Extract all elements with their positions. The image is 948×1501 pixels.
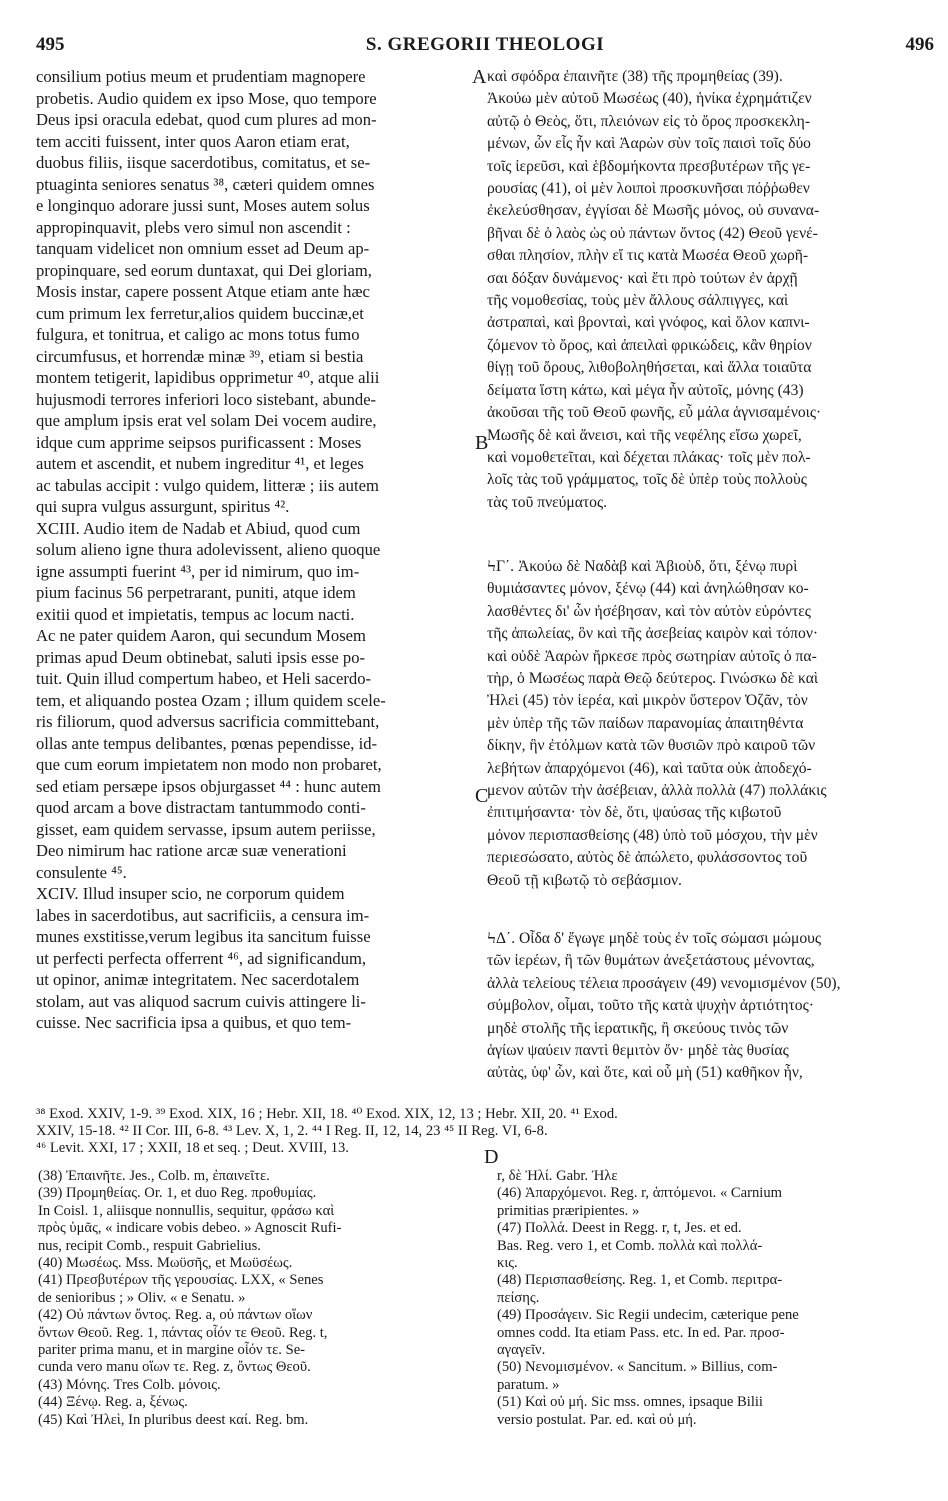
- latin-text-line: tanquam videlicet non omnium esset ad Deum ap-: [36, 239, 370, 258]
- greek-text-line: ϞΔ΄. Οἶδα δ' ἔγωγε μηδὲ τοὺς ἐν τοῖς σώμασι μώμους: [487, 930, 822, 947]
- critical-note-line: ὄντων Θεοῦ. Reg. 1, πάντας οἷόν τε Θεοῦ. Reg. t,: [38, 1324, 328, 1341]
- critical-note-line: (50) Νενομισμένον. « Sancitum. » Billius, com-: [497, 1359, 778, 1376]
- latin-text-line: duobus filiis, iisque sacerdotibus, comitatus, et se-: [36, 153, 371, 172]
- running-header: [36, 34, 934, 56]
- critical-note-line: (45) Καὶ Ἠλεὶ, In pluribus deest καί. Reg. bm.: [38, 1411, 309, 1428]
- greek-text-line: τὴρ, ὁ Μωσέως παρὰ Θεῷ δεύτερος. Γινώσκω δὲ καὶ: [487, 670, 819, 688]
- greek-column-section-3: [487, 928, 945, 1085]
- greek-text-line: τῶν ἱερέων, ἢ τῶν θυμάτων ἀνεξετάστους μένοντας,: [487, 952, 815, 970]
- greek-text-line: μένων, ὧν εἷς ἦν καὶ Ἀαρὼν σὺν τοῖς παισὶ τοῖς δύο: [487, 135, 811, 153]
- latin-text-line: munes exstitisse,verum legibus ita sancitum fuisse: [36, 927, 371, 946]
- critical-note-line: κις.: [497, 1255, 518, 1272]
- greek-text-line: σύμβολον, οἶμαι, τοῦτο τῆς κατὰ ψυχὴν ἀρτιότητος·: [487, 997, 814, 1015]
- greek-text-line: σαι δόξαν δυνάμενος· καὶ ἔτι πρὸ τούτων ἐν ἀρχῇ: [487, 269, 798, 287]
- latin-text-line: circumfusus, et horrendæ minæ ³⁹, etiam si bestia: [36, 346, 364, 366]
- latin-text-line: gisset, eam quidem servasse, ipsum autem periisse,: [36, 819, 376, 839]
- greek-text-line: θίγῃ τοῦ ὄρους, λιθοβοληθήσεται, καὶ ἄλλα τοιαῦτα: [487, 359, 812, 377]
- latin-text-line: cum primum lex ferretur,alios quidem buccinæ,et: [36, 303, 364, 323]
- running-title: S. GREGORII THEOLOGI: [365, 34, 605, 55]
- greek-text-line: μὲν ὑπὲρ τῆς τῶν παίδων παρανομίας ἀπαιτηθέντα: [487, 714, 804, 732]
- greek-text-line: τὰς τοῦ πνεύματος.: [487, 493, 608, 511]
- latin-text-line: ptuaginta seniores senatus ³⁸, cæteri quidem omnes: [36, 174, 375, 194]
- greek-text-line: αὐτῷ ὁ Θεὸς, ὅτι, πλειόνων εἰς τὸ ὄρος προσκεκλη-: [487, 112, 811, 130]
- latin-text-line: probetis. Audio quidem ex ipso Mose, quo tempore: [36, 88, 377, 108]
- critical-note-line: (41) Πρεσβυτέρων τῆς γερουσίας. LXX, « Senes: [38, 1272, 324, 1289]
- critical-note-line: In Coisl. 1, aliisque nonnullis, sequitur, φράσω καὶ: [38, 1202, 335, 1219]
- critical-note-line: (48) Περισπασθείσης. Reg. 1, et Comb. περιτρα-: [497, 1272, 783, 1289]
- latin-text-line: exitii quod et impietatis, tempus ac locum nacti.: [36, 604, 355, 624]
- critical-note-line: omnes codd. Ita etiam Pass. etc. In ed. Par. προσ-: [497, 1324, 785, 1341]
- latin-text-line: hujusmodi terrores inferiori loco sistebant, abunde-: [36, 389, 377, 409]
- greek-text-line: μόνον περισπασθείσης (48) ὑπὸ τοῦ μόσχου, τὴν μὲν: [487, 826, 818, 844]
- critical-note-line: cunda vero manu οἵων τε. Reg. z, ὄντως Θεοῦ.: [38, 1359, 311, 1376]
- latin-text-line: Ac ne pater quidem Aaron, qui secundum Mosem: [36, 626, 366, 645]
- critical-note-line: (40) Μωσέως. Mss. Μωϋσῆς, et Μωϋσέως.: [38, 1255, 293, 1272]
- margin-letter-a: A: [472, 66, 487, 88]
- latin-text-line: quod arcam a bove distractam tantummodo conti-: [36, 798, 366, 817]
- critical-note-line: (39) Προμηθείας. Or. 1, et duo Reg. προθυμίας.: [38, 1185, 317, 1202]
- greek-text-line: ἁγίων ψαύειν παντὶ θεμιτὸν ὄν· μηδὲ τὰς θυσίας: [487, 1042, 789, 1060]
- greek-text-line: ἀλλὰ τελείους τέλεια προσάγειν (49) νενομισμένον (50),: [487, 974, 841, 992]
- greek-text-line: λασθέντες δι' ὧν ἠσέβησαν, καὶ τὸν αὐτὸν εὑρόντες: [487, 602, 811, 620]
- latin-text-line: ris filiorum, quod adversus sacrificia committebant,: [36, 712, 380, 731]
- scripture-reference-line: ⁴⁶ Levit. XXI, 17 ; XXII, 18 et seq. ; Deut. XVIII, 13.: [36, 1139, 349, 1156]
- greek-text-line: μηδὲ στολῆς τῆς ἱερατικῆς, ἢ σκεύους τινὸς τῶν: [487, 1019, 789, 1037]
- latin-text-line: solum alieno igne thura adolevissent, alieno quoque: [36, 540, 381, 559]
- margin-letter-b: B: [475, 432, 489, 454]
- greek-text-line: ἐκελεύσθησαν, ἐγγίσαι δὲ Μωσῆς μόνος, οὐ συνανα-: [487, 202, 820, 220]
- greek-text-line: θυμιάσαντες μόνον, ξένῳ (44) καὶ ἀνηλώθησαν κο-: [487, 580, 809, 598]
- latin-text-line: montem tetigerit, lapidibus opprimetur ⁴⁰, atque alii: [36, 368, 380, 387]
- latin-text-line: ollas ante tempus delibantes, pœnas pependisse, id-: [36, 733, 378, 753]
- latin-text-line: sed etiam persæpe ipsos objurgasset ⁴⁴ : hunc autem: [36, 776, 381, 796]
- greek-text-line: καὶ σφόδρα ἐπαινῆτε (38) τῆς προμηθείας (39).: [487, 68, 783, 85]
- greek-text-line: τῆς νομοθεσίας, τοὺς μὲν ἄλλους σάλπιγγες, καὶ: [487, 292, 789, 310]
- margin-letter-d: D: [484, 1146, 499, 1168]
- latin-text-line: qui supra vulgus assurgunt, spiritus ⁴².: [36, 497, 290, 516]
- greek-text-line: Ἀκούω μὲν αὐτοῦ Μωσέως (40), ἡνίκα ἐχρημάτιζεν: [487, 90, 812, 108]
- latin-text-line: consilium potius meum et prudentiam magnopere: [36, 67, 366, 86]
- greek-text-line: τοῖς ἱερεῦσι, καὶ ἑβδομήκοντα πρεσβυτέρων τῆς γε-: [487, 157, 811, 175]
- greek-text-line: ἀκοῦσαι τῆς τοῦ Θεοῦ φωνῆς, εὖ μάλα ἁγνισαμένοις·: [487, 404, 822, 422]
- latin-text-line: cuisse. Nec sacrificia ipsa a quibus, et quo tem-: [36, 1013, 352, 1032]
- critical-note-line: paratum. »: [497, 1376, 560, 1393]
- critical-notes-right: [497, 1168, 945, 1429]
- page-number-right: 496: [905, 34, 934, 55]
- latin-text-line: ut opinor, animæ integritatem. Nec sacerdotalem: [36, 970, 360, 989]
- latin-text-line: tem, et aliquando postea Ozam ; illum quidem scele-: [36, 690, 386, 710]
- greek-text-line: σθαι πλησίον, πλὴν εἴ τις κατὰ Μωσέα Θεοῦ χωρῆ-: [487, 247, 809, 265]
- latin-text-line: pium facinus 56 perpetrarant, puniti, atque idem: [36, 583, 356, 602]
- margin-letter-c: C: [475, 785, 489, 807]
- greek-text-line: περιεσώσατο, αὐτὸς δὲ ἀπώλετο, φυλάσσοντος τοῦ: [487, 849, 808, 867]
- greek-text-line: Θεοῦ τῇ κιβωτῷ τὸ σεβάσμιον.: [487, 871, 682, 889]
- greek-text-line: καὶ νομοθετεῖται, καὶ δέχεται πλάκας· τοῖς μὲν πολ-: [487, 448, 811, 466]
- greek-column-section-2: [487, 556, 945, 892]
- greek-text-line: τῆς ἀπωλείας, ὃν καὶ τῆς ἀσεβείας καιρὸν καὶ τόπον·: [487, 625, 819, 643]
- greek-text-line: ϞΓ΄. Ἀκούω δὲ Ναδὰβ καὶ Ἀβιοὺδ, ὅτι, ξένῳ πυρὶ: [487, 558, 798, 575]
- greek-text-line: αὐτὰς, ὑφ' ὧν, καὶ ὅτε, καὶ οὗ μὴ (51) καθῆκον ἦν,: [487, 1064, 803, 1082]
- latin-text-line: XCIV. Illud insuper scio, ne corporum quidem: [36, 884, 345, 903]
- critical-note-line: (38) Ἐπαινῆτε. Jes., Colb. m, ἐπαινεῖτε.: [38, 1168, 270, 1184]
- critical-notes-left: [38, 1168, 468, 1429]
- greek-text-line: δείματα ἵστη κάτω, καὶ μέγα ἦν αὐτοῖς, μόνης (43): [487, 381, 804, 399]
- greek-text-line: δίκην, ἣν ἐτόλμων κατὰ τῶν θυσιῶν πρὸ καιροῦ τῶν: [487, 737, 816, 755]
- scripture-reference-line: ³⁸ Exod. XXIV, 1-9. ³⁹ Exod. XIX, 16 ; Hebr. XII, 18. ⁴⁰ Exod. XIX, 12, 13 ; Hebr. XII, 20. ⁴¹ Exod.: [36, 1106, 618, 1122]
- latin-text-line: propinquare, sed eorum duntaxat, qui Dei gloriam,: [36, 260, 372, 280]
- latin-text-line: fulgura, et tonitrua, et caligo ac mons totus fumo: [36, 325, 360, 344]
- latin-text-line: Deo nimirum hac ratione arcæ suæ venerationi: [36, 841, 347, 860]
- greek-text-line: Ἠλεὶ (45) τὸν ἱερέα, καὶ μικρὸν ὕστερον Ὀζᾶν, τὸν: [487, 692, 808, 710]
- greek-text-line: ἀστραπαὶ, καὶ βρονταὶ, καὶ γνόφος, καὶ ὅλον καπνι-: [487, 314, 810, 332]
- critical-note-line: (47) Πολλά. Deest in Regg. r, t, Jes. et ed.: [497, 1220, 742, 1237]
- greek-text-line: ζόμενον τὸ ὄρος, καὶ ἀπειλαὶ φρικώδεις, κἂν θηρίον: [487, 336, 812, 354]
- critical-note-line: πείσης.: [497, 1289, 540, 1306]
- critical-note-line: pariter prima manu, et in margine οἷόν τε. Se-: [38, 1342, 306, 1359]
- greek-text-line: ρουσίας (41), οἱ μὲν λοιποὶ προσκυνῆσαι πόῤῥωθεν: [487, 180, 810, 198]
- latin-text-line: tem acciti fuissent, inter quos Aaron etiam erat,: [36, 131, 350, 151]
- latin-column: [36, 66, 470, 1034]
- greek-text-line: Μωσῆς δὲ καὶ ἄνεισι, καὶ τῆς νεφέλης εἴσω χωρεῖ,: [487, 426, 802, 444]
- greek-text-line: ἐπιτιμήσαντα· τὸν δὲ, ὅτι, ψαύσας τῆς κιβωτοῦ: [487, 804, 782, 822]
- latin-text-line: Mosis instar, capere possent Atque etiam ante hæc: [36, 282, 370, 301]
- latin-text-line: e longinquo adorare jussi sunt, Moses autem solus: [36, 196, 370, 215]
- critical-note-line: (49) Προσάγειν. Sic Regii undecim, cæterique pene: [497, 1307, 799, 1324]
- latin-text-line: tuit. Quin illud compertum habeo, et Heli sacerdo-: [36, 669, 372, 688]
- latin-text-line: ut perfecti perfecta offerrent ⁴⁶, ad significandum,: [36, 948, 367, 968]
- latin-text-line: que amplum ipsis erat vel solam Dei vocem audire,: [36, 411, 377, 430]
- critical-note-line: (44) Ξένῳ. Reg. a, ξένως.: [38, 1394, 188, 1411]
- latin-text-line: idque cum apprime seipsos purificassent : Moses: [36, 432, 362, 452]
- critical-note-line: de senioribus ; » Oliv. « e Senatu. »: [38, 1289, 246, 1306]
- latin-text-line: ac tabulas accipit : vulgo quidem, litteræ ; iis autem: [36, 475, 379, 495]
- critical-note-line: Bas. Reg. vero 1, et Comb. πολλὰ καὶ πολλά-: [497, 1237, 763, 1254]
- critical-note-line: (42) Οὐ πάντων ὄντος. Reg. a, οὐ πάντων οἵων: [38, 1307, 313, 1324]
- critical-note-line: nus, recipit Comb., respuit Gabrielius.: [38, 1237, 261, 1254]
- critical-note-line: versio postulat. Par. ed. καὶ οὐ μή.: [497, 1411, 697, 1428]
- latin-text-line: primas apud Deum obtinebat, saluti ipsis esse po-: [36, 647, 366, 667]
- latin-text-line: Deus ipsi oracula edebat, quod cum plures ad mon-: [36, 110, 377, 129]
- critical-note-line: r, δὲ Ἠλί. Gabr. Ἠλε: [497, 1168, 618, 1184]
- latin-text-line: que cum eorum impietatem non modo non probaret,: [36, 755, 382, 774]
- critical-note-line: αγαγεῖν.: [497, 1342, 546, 1359]
- critical-note-line: (51) Καὶ οὐ μή. Sic mss. omnes, ipsaque Bilii: [497, 1394, 763, 1411]
- greek-text-line: μενον αὐτῶν τὴν ἀσέβειαν, ἀλλὰ πολλὰ (47) πολλάκις: [487, 782, 827, 800]
- scripture-reference-line: XXIV, 15-18. ⁴² II Cor. III, 6-8. ⁴³ Lev. X, 1, 2. ⁴⁴ I Reg. II, 12, 14, 23 ⁴⁵ II Reg. VI, 6-8.: [36, 1122, 548, 1139]
- critical-note-line: (46) Ἀπαρχόμενοι. Reg. r, ἁπτόμενοι. « Carnium: [497, 1185, 782, 1202]
- latin-text-line: appropinquavit, plebs vero simul non ascendit :: [36, 217, 351, 237]
- critical-note-line: (43) Μόνης. Tres Colb. μόνοις.: [38, 1376, 221, 1393]
- greek-text-line: καὶ οὐδὲ Ἀαρὼν ἤρκεσε πρὸς σωτηρίαν αὐτοῖς ὁ πα-: [487, 647, 817, 665]
- greek-text-line: λεβήτων ἀπαρχόμενοι (46), καὶ ταῦτα οὐκ ἀποδεχό-: [487, 759, 812, 777]
- critical-note-line: πρὸς ὑμᾶς, « indicare vobis debeo. » Agnoscit Rufi-: [38, 1220, 342, 1237]
- latin-text-line: autem et ascendit, et nubem ingreditur ⁴¹, et leges: [36, 454, 364, 473]
- critical-note-line: primitias præripientes. »: [497, 1202, 640, 1219]
- latin-text-line: igne assumpti fuerint ⁴³, per id nimirum, quo im-: [36, 561, 360, 581]
- latin-text-line: consulente ⁴⁵.: [36, 862, 127, 882]
- greek-column-section-1: [487, 66, 945, 514]
- greek-text-line: βῆναι δὲ ὁ λαὸς ὡς οὐ πάντων ὄντος (42) Θεοῦ γενέ-: [487, 224, 818, 242]
- page-number-left: 495: [36, 34, 65, 55]
- latin-text-line: XCIII. Audio item de Nadab et Abiud, quod cum: [36, 518, 361, 538]
- latin-text-line: stolam, aut vas aliquod sacrum cuivis attingere li-: [36, 991, 366, 1011]
- greek-text-line: λοῖς τὰς τοῦ γράμματος, τοῖς δὲ ὑπὲρ τοὺς πολλοὺς: [487, 471, 807, 489]
- latin-text-line: labes in sacerdotibus, aut sacrificiis, a censura im-: [36, 905, 370, 925]
